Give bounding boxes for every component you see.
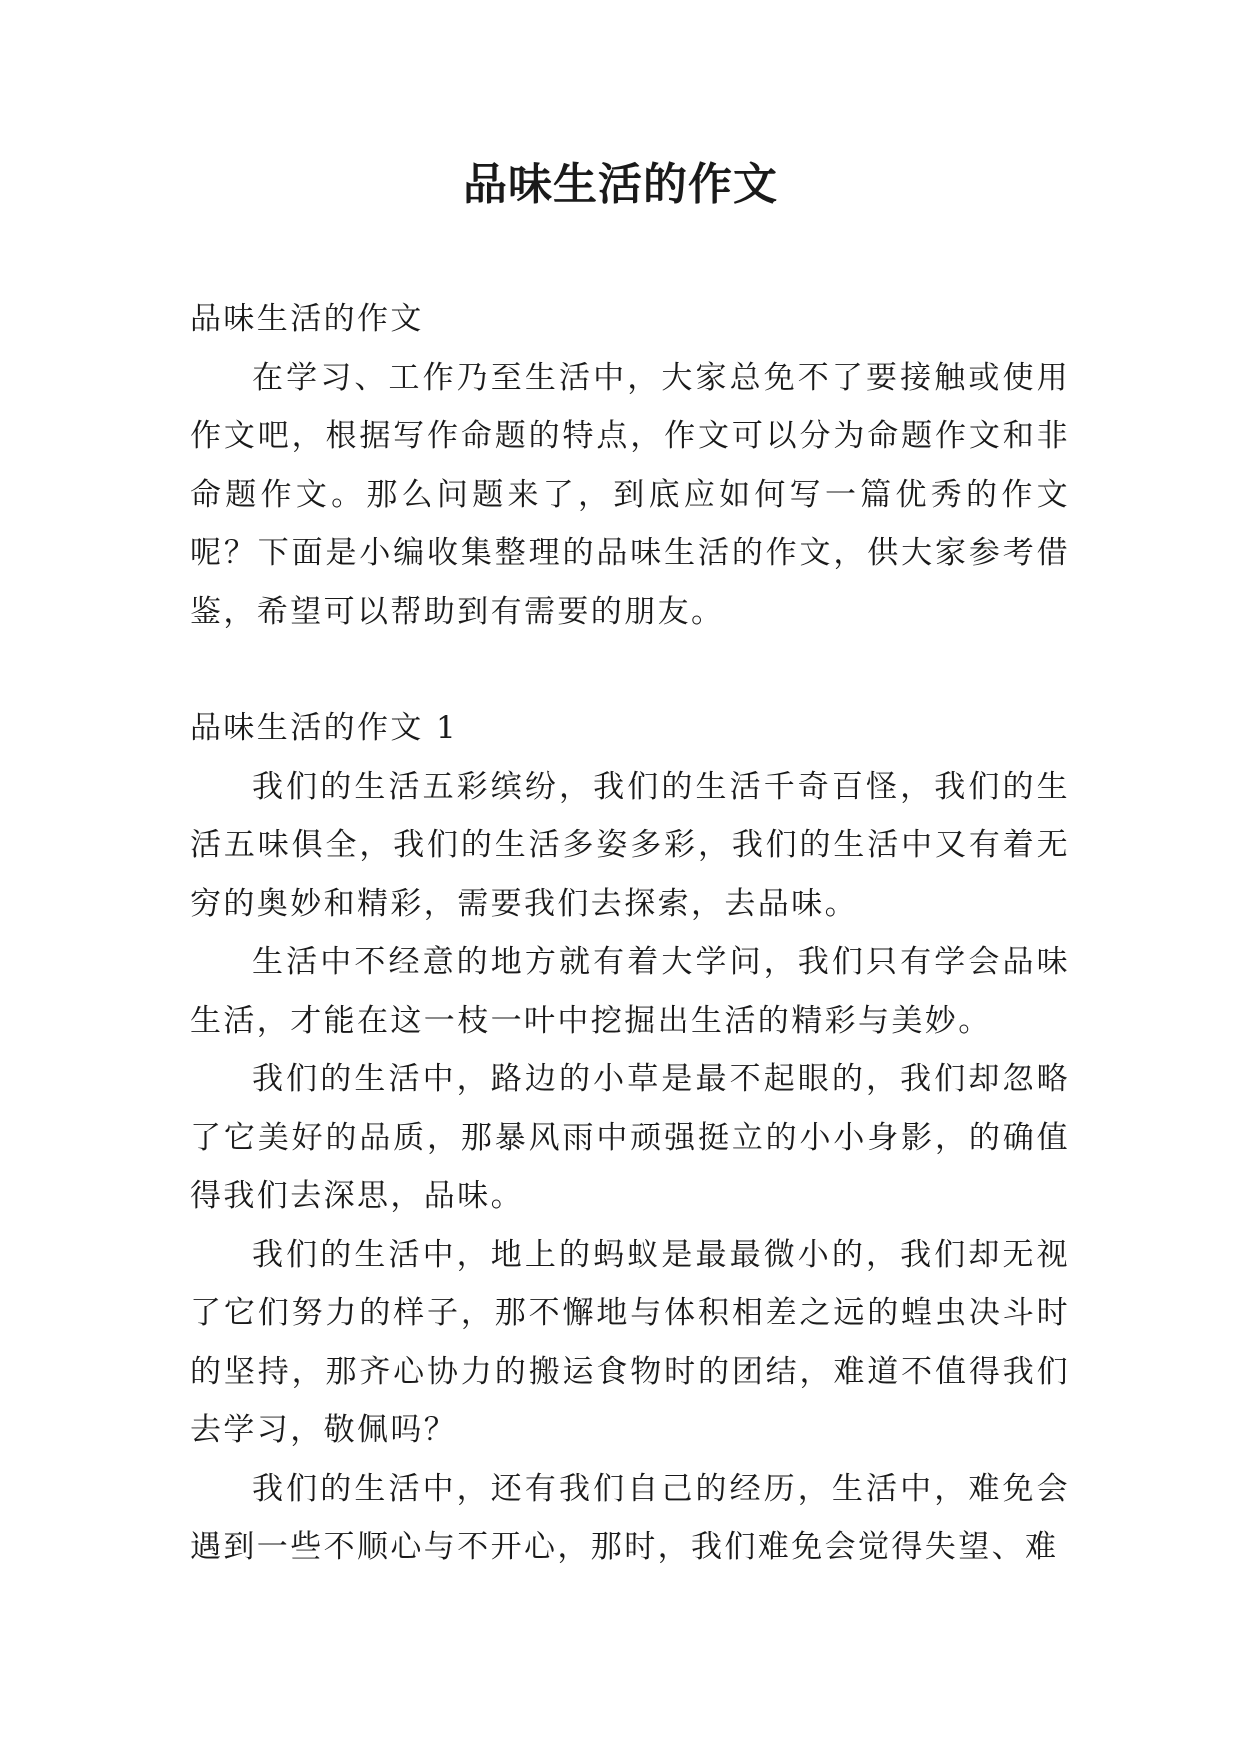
intro-paragraph: 在学习、工作乃至生活中，大家总免不了要接触或使用作文吧，根据写作命题的特点，作文可以分为命题作文和非命题作文。那么问题来了，到底应如何写一篇优秀的作文呢？下面是小编收集整理的品味生活的作文，供大家参考借鉴，希望可以帮助到有需要的朋友。 [190, 359, 1070, 630]
document-title: 品味生活的作文 [463, 159, 778, 210]
document-body [190, 290, 1070, 1577]
body-paragraph: 我们的生活中，还有我们自己的经历，生活中，难免会遇到一些不顺心与不开心，那时，我们难免会觉得失望、难 [190, 1470, 1070, 1565]
section-title: 品味生活的作文 1 [190, 710, 459, 746]
body-paragraph: 我们的生活中，路边的小草是最不起眼的，我们却忽略了它美好的品质，那暴风雨中顽强挺立的小小身影，的确值得我们去深思，品味。 [190, 1061, 1070, 1214]
body-paragraph: 我们的生活中，地上的蚂蚁是最最微小的，我们却无视了它们努力的样子，那不懈地与体积相差之远的蝗虫决斗时的坚持，那齐心协力的搬运食物时的团结，难道不值得我们去学习，敬佩吗？ [190, 1236, 1070, 1448]
body-paragraph: 生活中不经意的地方就有着大学问，我们只有学会品味生活，才能在这一枝一叶中挖掘出生活的精彩与美妙。 [190, 944, 1070, 1039]
document-subtitle: 品味生活的作文 [190, 301, 424, 337]
body-paragraph: 我们的生活五彩缤纷，我们的生活千奇百怪，我们的生活五味俱全，我们的生活多姿多彩，我们的生活中又有着无穷的奥妙和精彩，需要我们去探索，去品味。 [190, 768, 1070, 922]
